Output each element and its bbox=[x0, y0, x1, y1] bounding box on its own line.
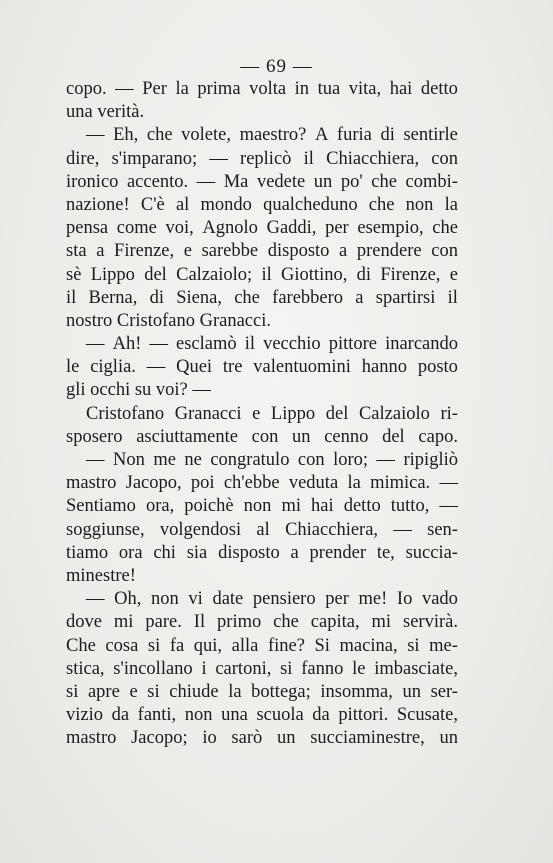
text-word: un bbox=[276, 728, 296, 749]
text-word: da bbox=[111, 705, 130, 726]
text-line: gli occhi su voi? — bbox=[66, 380, 211, 401]
text-word: cartoni, bbox=[215, 658, 272, 679]
text-word: le bbox=[352, 658, 366, 679]
text-word: sè bbox=[66, 264, 82, 285]
text-word: — bbox=[86, 125, 105, 146]
text-word: ri- bbox=[440, 403, 458, 424]
text-word: detto bbox=[420, 79, 458, 99]
text-word: Jacopo, bbox=[125, 473, 182, 494]
text-word: e bbox=[449, 264, 458, 285]
text-word: Per bbox=[142, 79, 167, 99]
text-word: — bbox=[86, 450, 105, 470]
text-line bbox=[66, 194, 458, 217]
text-word: i bbox=[201, 658, 207, 679]
text-word: Eh, bbox=[113, 125, 139, 146]
text-word: Chiacchiera, bbox=[326, 148, 420, 169]
text-word: te, bbox=[376, 542, 395, 563]
text-word: non bbox=[184, 705, 213, 726]
text-word: Calzaiolo; bbox=[176, 264, 253, 285]
text-word: per bbox=[325, 589, 349, 610]
text-word: chiude bbox=[169, 681, 219, 702]
text-line bbox=[66, 148, 458, 171]
text-word: Quei bbox=[176, 357, 213, 378]
text-word: Non bbox=[112, 450, 145, 470]
text-word: Gaddi, bbox=[266, 218, 317, 239]
text-word: del bbox=[382, 426, 405, 447]
text-word: prima bbox=[197, 79, 241, 99]
text-word: vi bbox=[188, 589, 203, 610]
text-word: volgendosi bbox=[159, 519, 242, 540]
text-word: — bbox=[86, 589, 105, 610]
text-word: fanno bbox=[301, 658, 344, 679]
text-word: macina, bbox=[339, 635, 398, 656]
text-word: Oh, bbox=[114, 589, 142, 610]
text-word: e bbox=[129, 681, 138, 702]
text-word: Firenze, bbox=[380, 264, 441, 285]
text-word: ser- bbox=[430, 681, 458, 702]
text-word: ripigliò bbox=[403, 450, 458, 470]
text-line: nostro Cristofano Granacci. bbox=[66, 310, 271, 331]
text-word: valentuomini bbox=[253, 357, 351, 378]
text-word: che bbox=[146, 125, 173, 146]
text-word: ironico bbox=[66, 171, 119, 192]
body-text bbox=[66, 78, 458, 750]
text-word: — bbox=[115, 79, 134, 99]
text-word: a bbox=[96, 241, 105, 262]
text-word: Ma bbox=[223, 171, 249, 192]
text-word: combi- bbox=[405, 171, 458, 192]
text-word: Cristofano bbox=[86, 403, 165, 424]
text-word: mondo bbox=[200, 194, 252, 215]
text-word: spartirsi bbox=[375, 287, 436, 308]
text-word: Si bbox=[314, 635, 330, 656]
text-word: mimica. bbox=[370, 473, 431, 494]
text-word: il bbox=[66, 287, 77, 308]
text-word: soggiunse, bbox=[66, 519, 145, 540]
text-word: ciglia. bbox=[90, 357, 136, 378]
text-word: loro; bbox=[333, 450, 369, 470]
text-word: la bbox=[175, 79, 189, 99]
text-word: fa bbox=[169, 635, 185, 656]
text-line bbox=[66, 217, 458, 240]
text-word: A bbox=[314, 125, 329, 146]
text-word: hai bbox=[389, 79, 413, 99]
text-word: cosa bbox=[105, 635, 139, 656]
text-word: di bbox=[380, 125, 395, 146]
text-word: al bbox=[175, 194, 190, 215]
text-word: nazione! bbox=[66, 194, 130, 215]
text-word: a bbox=[290, 542, 299, 563]
text-word: con bbox=[251, 426, 279, 447]
text-word: imbasciate, bbox=[374, 658, 458, 679]
text-word: veduta bbox=[288, 473, 339, 494]
text-word: — bbox=[149, 334, 168, 355]
text-word: Siena, bbox=[176, 287, 222, 308]
text-word: mastro bbox=[66, 473, 117, 494]
text-word: me- bbox=[429, 635, 458, 656]
text-word: che bbox=[234, 287, 260, 308]
text-word: di bbox=[149, 287, 164, 308]
text-word: bottega; bbox=[251, 681, 311, 702]
text-word: vedete bbox=[256, 171, 306, 192]
text-word: apre bbox=[87, 681, 120, 702]
text-word: che bbox=[273, 612, 299, 633]
text-word: al bbox=[256, 519, 270, 540]
text-word: dove bbox=[66, 612, 102, 633]
text-word: accento. bbox=[126, 171, 189, 192]
text-word: un bbox=[292, 426, 311, 447]
text-word: Che bbox=[66, 635, 96, 656]
text-word: e bbox=[252, 403, 261, 424]
text-word: prendere bbox=[356, 241, 422, 262]
text-word: sen- bbox=[427, 519, 458, 540]
text-word: C'è bbox=[140, 194, 165, 215]
text-word: — bbox=[393, 519, 412, 540]
text-word: Berna, bbox=[88, 287, 138, 308]
text-word: mastro bbox=[66, 728, 117, 749]
text-word: me bbox=[153, 450, 176, 470]
text-word: non bbox=[405, 194, 434, 215]
text-word: esclamò bbox=[176, 334, 237, 355]
text-word: la bbox=[444, 194, 458, 215]
text-word: Giottino, bbox=[281, 264, 348, 285]
text-word: qualcheduno bbox=[263, 194, 358, 215]
text-line bbox=[66, 403, 458, 426]
text-word: pensa bbox=[66, 218, 109, 239]
text-word: Lippo bbox=[90, 264, 135, 285]
text-word: il bbox=[447, 287, 458, 308]
text-word: Jacopo; bbox=[131, 728, 188, 749]
text-word: volta bbox=[249, 79, 287, 99]
text-word: capita, bbox=[310, 612, 360, 633]
text-word: hanno bbox=[361, 357, 407, 378]
text-word: un bbox=[439, 728, 458, 749]
text-word: io bbox=[202, 728, 217, 749]
text-word: inarcando bbox=[385, 334, 458, 355]
text-word: la bbox=[228, 681, 242, 702]
page-number: — 69 — bbox=[240, 56, 313, 77]
text-line bbox=[66, 704, 458, 727]
text-word: — bbox=[439, 473, 458, 494]
text-word: date bbox=[212, 589, 244, 610]
text-word: insomma, bbox=[320, 681, 393, 702]
text-word: pare. bbox=[145, 612, 182, 633]
text-word: vizio bbox=[66, 705, 103, 726]
text-word: poi bbox=[190, 473, 215, 494]
text-word: vecchio bbox=[263, 334, 321, 355]
text-line bbox=[66, 519, 458, 542]
text-word: primo bbox=[217, 612, 262, 633]
text-word: s'imparano; bbox=[111, 148, 198, 169]
text-word: mi bbox=[281, 496, 301, 517]
text-word: non bbox=[243, 496, 272, 517]
text-word: il bbox=[261, 264, 272, 285]
text-word: qui, bbox=[193, 635, 223, 656]
text-word: — bbox=[196, 171, 216, 192]
text-line bbox=[66, 240, 458, 263]
text-word: il bbox=[244, 334, 255, 355]
text-word: un bbox=[402, 681, 421, 702]
text-word: succia- bbox=[405, 542, 458, 563]
text-word: con bbox=[431, 241, 458, 262]
text-word: prender bbox=[309, 542, 367, 563]
text-word: pittori. bbox=[338, 705, 389, 726]
text-word: cenno bbox=[324, 426, 369, 447]
text-word: scuola bbox=[256, 705, 304, 726]
text-word: Lippo bbox=[270, 403, 316, 424]
text-word: e bbox=[183, 241, 192, 262]
text-word: pittore bbox=[328, 334, 377, 355]
text-word: detto bbox=[343, 496, 381, 517]
text-word: mi bbox=[113, 612, 134, 633]
text-line bbox=[66, 611, 458, 634]
text-word: Firenze, bbox=[114, 241, 175, 262]
text-line bbox=[66, 426, 458, 449]
text-word: vado bbox=[421, 589, 458, 610]
text-word: Sentiamo bbox=[66, 496, 136, 517]
text-word: a bbox=[355, 287, 364, 308]
text-word: disposto bbox=[218, 542, 280, 563]
text-word: ne bbox=[184, 450, 202, 470]
text-word: sentirle bbox=[403, 125, 458, 146]
text-word: non bbox=[151, 589, 179, 610]
text-word: un bbox=[313, 171, 333, 192]
text-line bbox=[66, 78, 458, 101]
text-line bbox=[66, 287, 458, 310]
text-word: si bbox=[147, 635, 161, 656]
text-word: dire, bbox=[66, 148, 100, 169]
text-word: — bbox=[86, 334, 105, 355]
text-word: asciuttamente bbox=[136, 426, 238, 447]
text-word: di bbox=[356, 264, 372, 285]
text-word: tre bbox=[222, 357, 243, 378]
text-word: hai bbox=[311, 496, 334, 517]
text-word: da bbox=[312, 705, 330, 726]
text-word: la bbox=[347, 473, 361, 494]
text-word: una bbox=[221, 705, 248, 726]
text-word: a bbox=[339, 241, 348, 262]
text-word: posto bbox=[417, 357, 458, 378]
text-word: Il bbox=[193, 612, 206, 633]
text-line bbox=[66, 124, 458, 147]
text-word: fanti, bbox=[137, 705, 177, 726]
text-word: ch'ebbe bbox=[223, 473, 280, 494]
text-word: — bbox=[439, 496, 458, 517]
text-word: — bbox=[376, 450, 396, 470]
text-word: poichè bbox=[184, 496, 234, 517]
text-word: con bbox=[297, 450, 325, 470]
text-word: disposto bbox=[267, 241, 330, 262]
text-word: si bbox=[280, 658, 293, 679]
text-word: chi bbox=[153, 542, 176, 563]
text-word: capo. bbox=[418, 426, 458, 447]
text-word: succiaminestre, bbox=[310, 728, 425, 749]
text-word: si bbox=[147, 681, 160, 702]
text-line bbox=[66, 495, 458, 518]
text-word: Agnolo bbox=[202, 218, 258, 239]
text-word: volete, bbox=[181, 125, 231, 146]
text-word: sarebbe bbox=[201, 241, 259, 262]
text-word: del bbox=[325, 403, 349, 424]
text-word: come bbox=[116, 218, 157, 239]
text-word: esempio, bbox=[357, 218, 424, 239]
text-word: che bbox=[432, 218, 458, 239]
text-line bbox=[66, 658, 458, 681]
text-line bbox=[66, 333, 458, 356]
text-word: si bbox=[66, 681, 79, 702]
text-word: del bbox=[144, 264, 167, 285]
text-line bbox=[66, 542, 458, 565]
text-word: tua bbox=[317, 79, 341, 99]
text-word: Granacci bbox=[174, 403, 242, 424]
text-word: sta bbox=[66, 241, 87, 262]
text-word: vita, bbox=[348, 79, 382, 99]
text-word: Io bbox=[396, 589, 413, 610]
text-word: replicò bbox=[240, 148, 292, 169]
text-word: ora bbox=[118, 542, 143, 563]
text-line bbox=[66, 449, 458, 472]
text-word: — bbox=[209, 148, 228, 169]
text-word: furia bbox=[336, 125, 372, 146]
text-line bbox=[66, 681, 458, 704]
text-word: me! bbox=[358, 589, 388, 610]
text-word: alla bbox=[231, 635, 259, 656]
text-line bbox=[66, 635, 458, 658]
text-word: stica, bbox=[66, 658, 105, 679]
text-word: per bbox=[325, 218, 349, 239]
text-word: voi, bbox=[165, 218, 194, 239]
text-line: una verità. bbox=[66, 102, 145, 123]
text-word: servirà. bbox=[403, 612, 458, 633]
text-line bbox=[66, 264, 458, 287]
text-word: le bbox=[66, 357, 80, 378]
text-word: pensiero bbox=[252, 589, 316, 610]
text-word: — bbox=[146, 357, 166, 378]
text-line bbox=[66, 356, 458, 379]
text-line: minestre! bbox=[66, 565, 136, 586]
text-line bbox=[66, 472, 458, 495]
text-word: ora, bbox=[145, 496, 175, 517]
text-word: copo. bbox=[66, 79, 107, 99]
text-word: farebbero bbox=[272, 287, 344, 308]
text-word: Calzaiolo bbox=[358, 403, 430, 424]
text-word: sia bbox=[186, 542, 208, 563]
text-line bbox=[66, 171, 458, 194]
text-word: che bbox=[368, 194, 395, 215]
text-word: maestro? bbox=[239, 125, 307, 146]
text-word: con bbox=[431, 148, 458, 169]
text-word: che bbox=[371, 171, 397, 192]
text-word: Chiacchiera, bbox=[285, 519, 379, 540]
text-word: s'incollano bbox=[113, 658, 193, 679]
text-word: il bbox=[303, 148, 314, 169]
text-line bbox=[66, 727, 458, 750]
text-word: sposero bbox=[66, 426, 123, 447]
text-word: tutto, bbox=[390, 496, 430, 517]
text-word: mi bbox=[371, 612, 392, 633]
text-word: in bbox=[294, 79, 310, 99]
text-word: congratulo bbox=[210, 450, 290, 470]
text-word: Ah! bbox=[112, 334, 142, 355]
text-word: tiamo bbox=[66, 542, 109, 563]
text-word: sarò bbox=[231, 728, 263, 749]
text-word: Scusate, bbox=[396, 705, 458, 726]
text-word: po' bbox=[340, 171, 363, 192]
text-word: fine? bbox=[267, 635, 305, 656]
text-line bbox=[66, 588, 458, 611]
text-word: si bbox=[407, 635, 420, 656]
